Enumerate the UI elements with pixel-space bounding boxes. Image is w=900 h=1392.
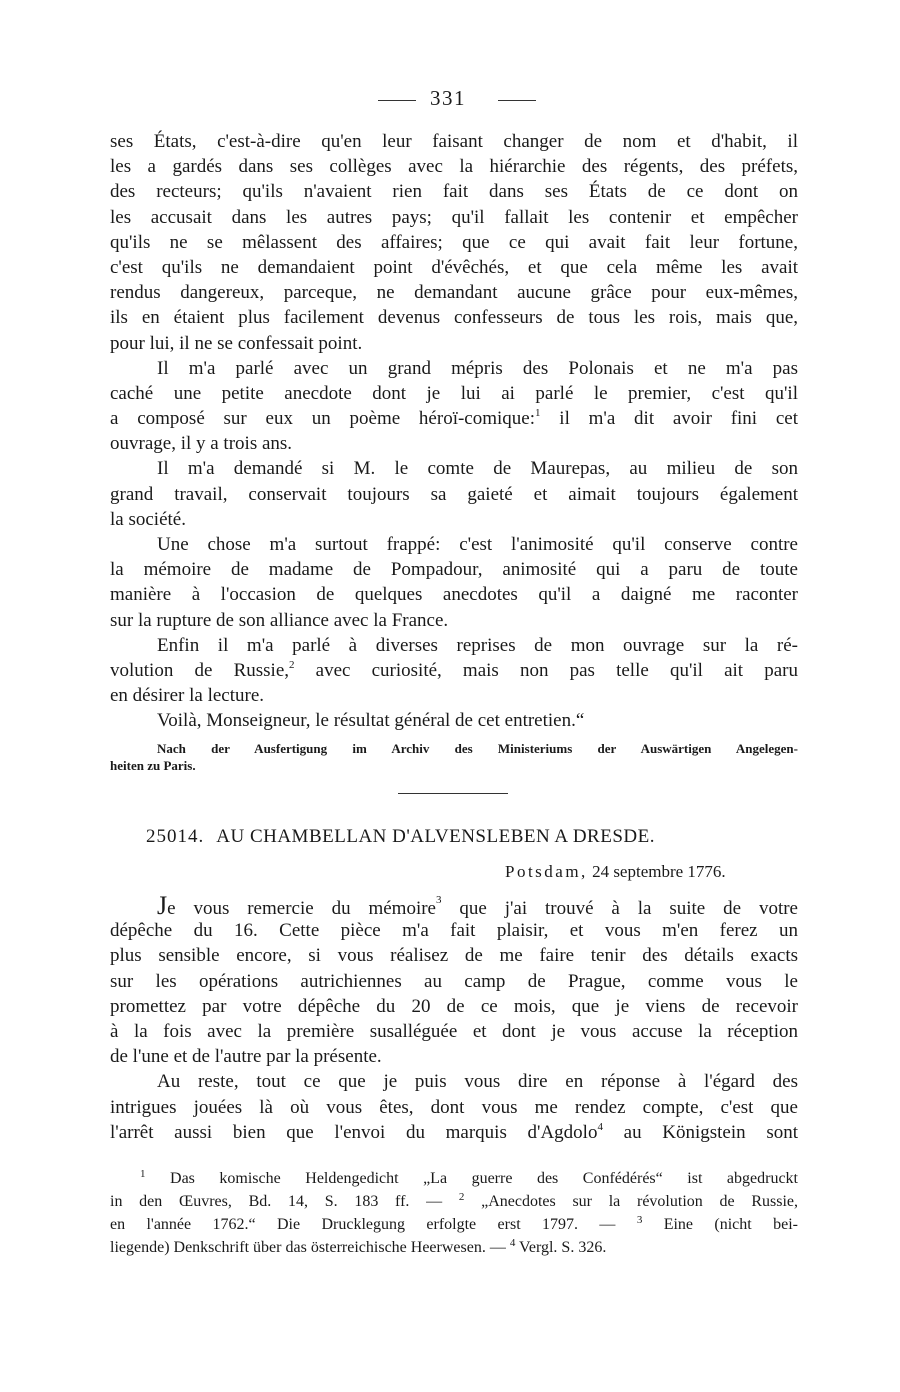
text-segment: il m'a dit avoir fini cet <box>540 408 798 430</box>
drop-letter: J <box>157 891 168 920</box>
text-segment: Eine (nicht bei- <box>642 1216 798 1233</box>
text-segment: avec curiosité, mais non pas telle qu'il ait paru <box>294 659 798 681</box>
footnote-line <box>110 1213 798 1236</box>
footnote-line <box>110 1190 798 1213</box>
text-segment: l'arrêt aussi bien que l'envoi du marquis d'Agdolo <box>110 1121 598 1143</box>
text-line: dépêche du 16. Cette pièce m'a fait plaisir, et vous m'en ferez un <box>110 920 798 942</box>
previous-letter-text <box>110 129 798 734</box>
text-line: ils en étaient plus facilement devenus confesseurs de tous les rois, mais que, <box>110 307 798 329</box>
header-rule-left <box>378 100 416 101</box>
text-line: sur la rupture de son alliance avec la France. <box>110 609 449 631</box>
letter-body <box>110 893 798 1145</box>
text-line: grand travail, conservait toujours sa gaieté et aimait toujours également <box>110 483 798 505</box>
text-line: sur les opérations autrichiennes au camp de Prague, comme vous le <box>110 970 798 992</box>
text-segment: au Königstein sont <box>602 1121 798 1143</box>
text-line: de l'une et de l'autre par la présente. <box>110 1046 382 1068</box>
text-segment: en l'année 1762.“ Die Drucklegung erfolgte erst 1797. — <box>110 1216 637 1233</box>
text-line: Une chose m'a surtout frappé: c'est l'animosité qu'il conserve contre <box>157 534 798 555</box>
text-segment: in den Œuvres, Bd. 14, S. 183 ff. — <box>110 1193 459 1210</box>
page-header <box>0 86 900 116</box>
text-segment: „Anecdotes sur la révolution de Russie, <box>464 1193 798 1210</box>
text-line: promettez par votre dépêche du 20 de ce mois, que je viens de recevoir <box>110 995 798 1017</box>
text-line: Au reste, tout ce que je puis vous dire en réponse à l'égard des <box>157 1071 798 1093</box>
footnote-ref-1: 1 <box>535 407 541 420</box>
text-line: plus sensible encore, si vous réalisez de me faire tenir des détails exacts <box>110 945 798 967</box>
text-line: la mémoire de madame de Pompadour, animosité qui a paru de toute <box>110 559 798 581</box>
text-line <box>110 1120 798 1145</box>
text-line: ses États, c'est-à-dire qu'en leur faisant changer de nom et d'habit, il <box>110 131 798 152</box>
footnotes <box>110 1167 798 1259</box>
text-line: ouvrage, il y a trois ans. <box>110 433 293 455</box>
text-line: pour lui, il ne se confessait point. <box>110 332 363 354</box>
text-segment: volution de Russie, <box>110 659 289 681</box>
footnote-line <box>110 1236 798 1259</box>
text-segment: Das komische Heldengedicht „La guerre des Confédérés“ ist abgedruckt <box>145 1170 798 1187</box>
text-line: Il m'a parlé avec un grand mépris des Polonais et ne m'a pas <box>157 357 798 379</box>
text-line: qu'ils ne se mêlassent des affaires; que ce qui avait fait leur fortune, <box>110 231 798 253</box>
page-number: 331 <box>430 86 466 110</box>
text-segment: Vergl. S. 326. <box>515 1239 607 1256</box>
text-line: Voilà, Monseigneur, le résultat général de cet entretien.“ <box>157 710 585 732</box>
letter-title: AU CHAMBELLAN D'ALVENSLEBEN A DRESDE. <box>216 826 655 847</box>
text-line: Enfin il m'a parlé à diverses reprises de mon ouvrage sur la ré- <box>157 634 798 656</box>
footnote-marker-1: 1 <box>140 1168 146 1180</box>
text-line <box>110 658 798 683</box>
text-line: les accusait dans les autres pays; qu'il fallait les contenir et empêcher <box>110 206 798 228</box>
text-line <box>110 406 798 431</box>
text-line <box>110 893 798 918</box>
archive-note <box>110 740 798 774</box>
archive-note-line: heiten zu Paris. <box>110 758 196 773</box>
text-segment: a composé sur eux un poème héroï-comique: <box>110 408 536 430</box>
text-line: les a gardés dans ses collèges avec la hiérarchie des régents, des préfets, <box>110 156 798 178</box>
text-line: intrigues jouées là où vous êtes, dont vous me rendez compte, c'est que <box>110 1096 798 1118</box>
text-segment: que j'ai trouvé à la suite de votre <box>441 898 798 919</box>
letter-number: 25014. <box>146 826 205 847</box>
footnote-marker-2: 2 <box>458 1191 465 1203</box>
text-line: la société. <box>110 508 186 530</box>
text-segment: e vous remercie du mémoire <box>167 898 436 919</box>
text-line: caché une petite anecdote dont je lui ai parlé le premier, c'est qu'il <box>110 382 798 404</box>
archive-note-line: Nach der Ausfertigung im Archiv des Ministeriums der Auswärtigen Angelegen- <box>157 741 798 756</box>
dateline-place: Potsdam, <box>505 862 588 881</box>
section-divider <box>398 793 508 794</box>
dateline-date: 24 septembre 1776. <box>592 862 726 881</box>
footnote-marker-3: 3 <box>636 1214 643 1226</box>
text-line: manière à l'occasion de quelques anecdotes qu'il a daigné me raconter <box>110 584 798 606</box>
text-line: en désirer la lecture. <box>110 685 265 707</box>
footnote-ref-2: 2 <box>289 658 295 671</box>
dateline <box>505 862 775 882</box>
text-segment: liegende) Denkschrift über das österreichische Heerwesen. — <box>110 1239 510 1256</box>
footnote-line <box>110 1167 798 1190</box>
footnote-ref-3: 3 <box>435 894 442 906</box>
header-rule-right <box>498 100 536 101</box>
footnote-marker-4: 4 <box>509 1237 516 1249</box>
text-line: rendus dangereux, parceque, ne demandant aucune grâce pour eux-mêmes, <box>110 282 798 304</box>
text-line: c'est qu'ils ne demandaient point d'évêchés, et que cela même les avait <box>110 256 798 278</box>
text-line: à la fois avec la première susalléguée et dont je vous accuse la réception <box>110 1020 798 1042</box>
text-line: Il m'a demandé si M. le comte de Maurepas, au milieu de son <box>157 458 798 480</box>
letter-heading <box>146 826 655 848</box>
text-line: des recteurs; qu'ils n'avaient rien fait dans ses États de ce dont on <box>110 181 798 203</box>
footnote-ref-4: 4 <box>597 1120 603 1133</box>
